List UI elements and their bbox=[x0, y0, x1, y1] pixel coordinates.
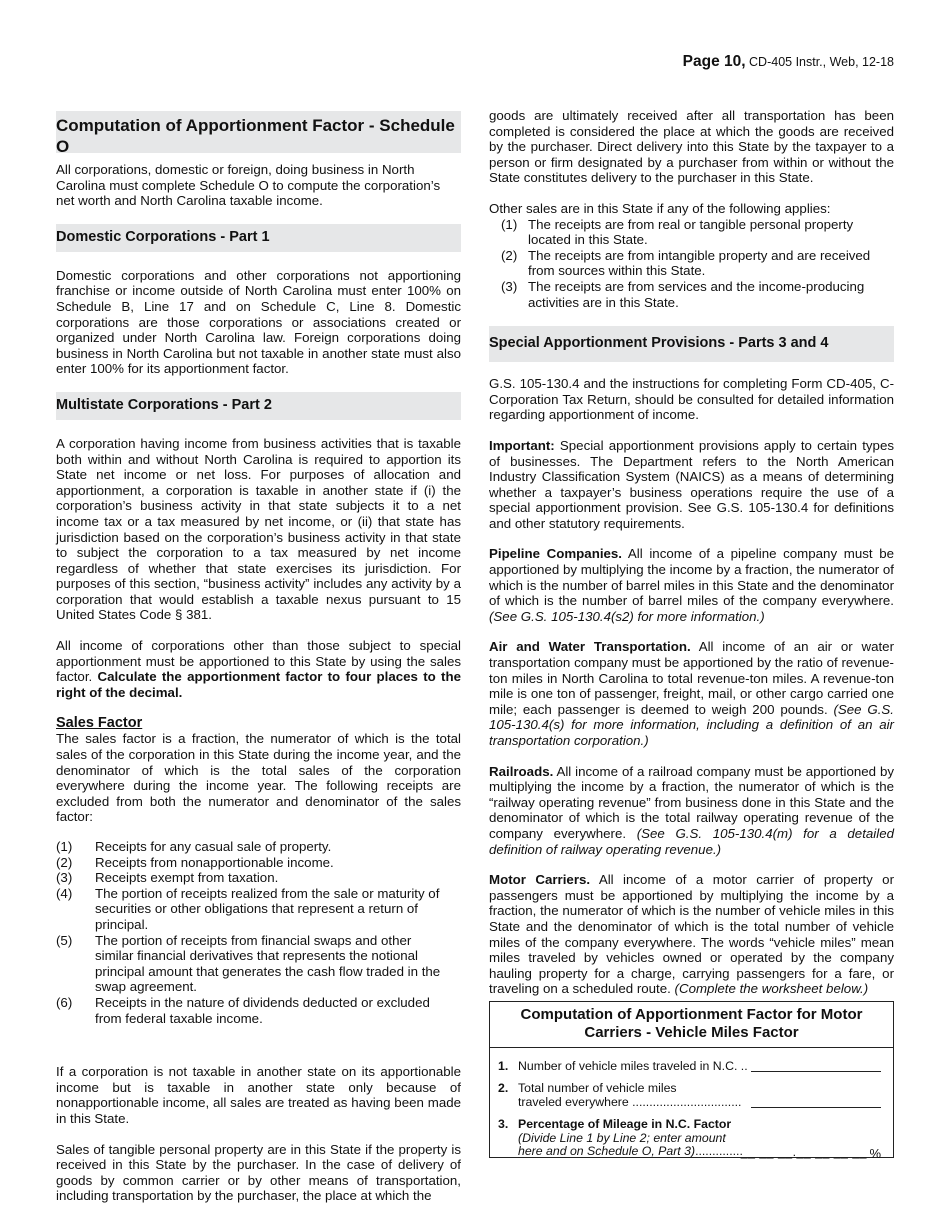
line-3-label: Percentage of Mileage in N.C. Factor bbox=[518, 1117, 732, 1131]
list-item-number: (6) bbox=[56, 994, 73, 1010]
line-1-entry-field[interactable] bbox=[751, 1071, 881, 1072]
part1-heading: Domestic Corporations - Part 1 bbox=[56, 224, 461, 252]
part2-paragraph: A corporation having income from business activities that is taxable both within and without North Carolina is required to apportion its State net income or net loss. For purposes of allocation and apportionment, a corporation is taxable in another state if (i) the corporation’s business activity in that state subjects it to a net income tax or a tax measured by net income, or (ii) that state has jurisdiction based on the corporation’s business activity in that state to subject the corporation to a tax measured by net income regardless of whether that state exercises its jurisdiction. For purposes of this section, “business activity” includes any activity by a corporation that would establish a taxable nexus pursuant to 15 United States Code § 381. bbox=[56, 435, 461, 623]
list-item-number: (5) bbox=[56, 932, 73, 948]
list-item-text: Receipts from nonapportionable income. bbox=[95, 854, 334, 870]
motor-carriers-paragraph bbox=[489, 872, 894, 997]
all-income-bold: Calculate the apportionment factor to four places to the right of the decimal. bbox=[56, 669, 461, 700]
right-column bbox=[489, 108, 894, 1012]
list-item bbox=[56, 839, 449, 855]
percent-sign: % bbox=[869, 1145, 881, 1161]
motor-carriers-reference: (Complete the worksheet below.) bbox=[674, 981, 869, 997]
line-2-label-a: Total number of vehicle miles bbox=[518, 1081, 677, 1095]
worksheet-line-2 bbox=[496, 1082, 887, 1110]
list-item-number: (1) bbox=[56, 839, 73, 854]
air-water-reference: (See G.S. 105-130.4(s) for more information, including a definition of an air transportation corporation.) bbox=[489, 701, 894, 748]
list-item bbox=[489, 248, 894, 279]
railroads-label: Railroads. bbox=[489, 763, 554, 779]
list-item bbox=[56, 886, 449, 933]
line-1-number: 1. bbox=[498, 1059, 509, 1073]
line-2-label-b: traveled everywhere ................................ bbox=[518, 1094, 742, 1109]
list-item-text: Receipts in the nature of dividends deducted or excluded from federal taxable income. bbox=[95, 994, 430, 1026]
list-item-text: The receipts are from real or tangible personal property located in this State. bbox=[528, 216, 854, 248]
worksheet-line-1 bbox=[496, 1060, 887, 1074]
list-item-text: Receipts for any casual sale of property. bbox=[95, 839, 332, 854]
important-paragraph bbox=[489, 438, 894, 532]
special-paragraph: G.S. 105-130.4 and the instructions for completing Form CD-405, C-Corporation Tax Return, should be consulted for detailed information regarding apportionment of income. bbox=[489, 376, 894, 423]
air-water-label: Air and Water Transportation. bbox=[489, 639, 691, 655]
important-label: Important: bbox=[489, 437, 555, 453]
schedule-o-title: Computation of Apportionment Factor - Schedule O bbox=[56, 111, 461, 153]
list-item bbox=[56, 855, 449, 871]
pipeline-label: Pipeline Companies. bbox=[489, 546, 623, 562]
intro-paragraph: All corporations, domestic or foreign, doing business in North Carolina must complete Schedule O to compute the corporation’s net worth and North Carolina taxable income. bbox=[56, 162, 441, 209]
line-3-entry-field[interactable]: __ __ __.__ __ __ __ bbox=[740, 1144, 867, 1159]
worksheet-title: Computation of Apportionment Factor for Motor Carriers - Vehicle Miles Factor bbox=[490, 1002, 893, 1048]
line-1-label: Number of vehicle miles traveled in N.C. .. bbox=[518, 1059, 748, 1073]
line-3-instruction-b: here and on Schedule O, Part 3) bbox=[518, 1144, 696, 1158]
all-income-paragraph bbox=[56, 638, 461, 700]
list-item bbox=[56, 933, 449, 995]
worksheet-line-3 bbox=[496, 1118, 887, 1160]
sales-factor-heading: Sales Factor bbox=[56, 715, 143, 732]
line-3-dots: .............. bbox=[695, 1144, 743, 1158]
line-2-entry-field[interactable] bbox=[751, 1107, 881, 1108]
list-item-text: The receipts are from intangible property and are received from sources within this State. bbox=[528, 247, 871, 279]
form-id: CD-405 Instr., Web, 12-18 bbox=[745, 55, 894, 69]
page-header bbox=[683, 53, 894, 71]
air-water-text: All income of an air or water transportation company must be apportioned by the ratio of revenue-ton miles in North Carolina to total revenue-ton miles. A revenue-ton mile is one ton of passenger, freight, mail, or other cargo carried one mile; each passenger is deemed to weigh 200 pounds. bbox=[489, 639, 894, 717]
list-item bbox=[56, 995, 449, 1026]
page-number: Page 10, bbox=[682, 53, 746, 70]
list-item-number: (2) bbox=[56, 854, 73, 870]
list-item-text: The portion of receipts from financial swaps and other similar financial derivatives that represents the notional principal amount that generates the cash flow traded in the swap agreement. bbox=[95, 932, 441, 995]
list-item-number: (1) bbox=[501, 216, 518, 232]
list-item bbox=[489, 279, 894, 310]
railroads-paragraph bbox=[489, 764, 894, 858]
list-item-number: (4) bbox=[56, 885, 73, 901]
railroads-reference: (See G.S. 105-130.4(m) for a detailed definition of railway operating revenue.) bbox=[489, 825, 894, 857]
vehicle-miles-worksheet bbox=[489, 1001, 894, 1161]
part2-heading: Multistate Corporations - Part 2 bbox=[56, 392, 461, 420]
pipeline-reference: (See G.S. 105-130.4(s2) for more information.) bbox=[489, 608, 765, 624]
other-sales-intro: Other sales are in this State if any of the following applies: bbox=[489, 200, 831, 216]
line-3-number: 3. bbox=[498, 1117, 509, 1131]
list-item-number: (3) bbox=[56, 870, 73, 886]
not-taxable-paragraph: If a corporation is not taxable in another state on its apportionable income but is taxable in another state only because of nonapportionable income, all sales are treated as having been made in this State. bbox=[56, 1064, 461, 1126]
continued-paragraph: goods are ultimately received after all transportation has been completed is considered the place at which the goods are received by the purchaser. Direct delivery into this State by the taxpayer to a person or firm designated by a purchaser from within or without the State constitutes delivery to the purchaser in this State. bbox=[489, 108, 894, 186]
line-2-number: 2. bbox=[498, 1081, 509, 1095]
all-income-text: All income of corporations other than those subject to special apportionment must be apportioned to this State by using the sales factor. bbox=[56, 638, 461, 685]
pipeline-text: All income of a pipeline company must be apportioned by multiplying the income by a fraction, the numerator of which is the number of barrel miles in this State and the denominator of which is the number of barrel miles of the company everywhere. bbox=[489, 546, 894, 609]
air-water-paragraph bbox=[489, 639, 894, 748]
list-item bbox=[56, 870, 449, 886]
railroads-text: All income of a railroad company must be apportioned by multiplying the income by a fraction, the numerator of which is the “railway operating revenue” from business done in this State and the denominator of which is the total railway operating revenue of the company everywhere. bbox=[489, 763, 894, 841]
other-sales-list bbox=[489, 217, 894, 311]
list-item-text: The receipts are from services and the income-producing activities are in this State. bbox=[528, 278, 865, 310]
list-item-text: The portion of receipts realized from the sale or maturity of securities or other obligations that represent a return of principal. bbox=[95, 885, 440, 932]
pipeline-paragraph bbox=[489, 546, 894, 624]
line-3-instruction-a: (Divide Line 1 by Line 2; enter amount bbox=[518, 1130, 726, 1145]
list-item-number: (3) bbox=[501, 278, 518, 294]
motor-carriers-label: Motor Carriers. bbox=[489, 872, 591, 888]
tangible-paragraph: Sales of tangible personal property are in this State if the property is received in this State by the purchaser. In the case of delivery of goods by common carrier or by other means of transportation, including transportation by the purchaser, the place at which the bbox=[56, 1141, 461, 1204]
list-item-number: (2) bbox=[501, 247, 518, 263]
sales-factor-paragraph: The sales factor is a fraction, the numerator of which is the total sales of the corporation in this State during the income year, and the denominator of which is the total sales of the corporation everywhere during the income year. The following receipts are excluded from both the numerator and denominator of the sales factor: bbox=[56, 731, 461, 825]
left-column bbox=[56, 111, 461, 1219]
part1-paragraph: Domestic corporations and other corporations not apportioning franchise or income outside of North Carolina must enter 100% on Schedule B, Line 17 and on Schedule C, Line 8. Domestic corporations are those corporations or associations created or organized under North Carolina law. Foreign corporations doing business in North Carolina but not taxable in another state must also enter 100% for its apportionment factor. bbox=[56, 267, 461, 377]
excluded-receipts-list bbox=[56, 839, 461, 1026]
list-item-text: Receipts exempt from taxation. bbox=[95, 870, 279, 886]
special-heading: Special Apportionment Provisions - Parts 3 and 4 bbox=[489, 326, 894, 362]
list-item bbox=[489, 217, 894, 248]
worksheet-rows bbox=[490, 1048, 893, 1160]
motor-carriers-text: All income of a motor carrier of property or passengers must be apportioned by multiplying the income by a fraction, the numerator of which is the number of vehicle miles in this State and the denominator of which is the total number of vehicle miles of the company everywhere. The words “vehicle miles” mean miles traveled by vehicles owned or operated by the company hauling property for a charge, carrying passengers for a fare, or traveling on a scheduled route. bbox=[489, 872, 894, 997]
important-text: Special apportionment provisions apply to certain types of businesses. The Department refers to the North American Industry Classification System (NAICS) as a means of determining whether a taxpayer’s business operations require the use of a special apportionment provision. See G.S. 105-130.4 for definitions and other statutory requirements. bbox=[489, 437, 894, 531]
